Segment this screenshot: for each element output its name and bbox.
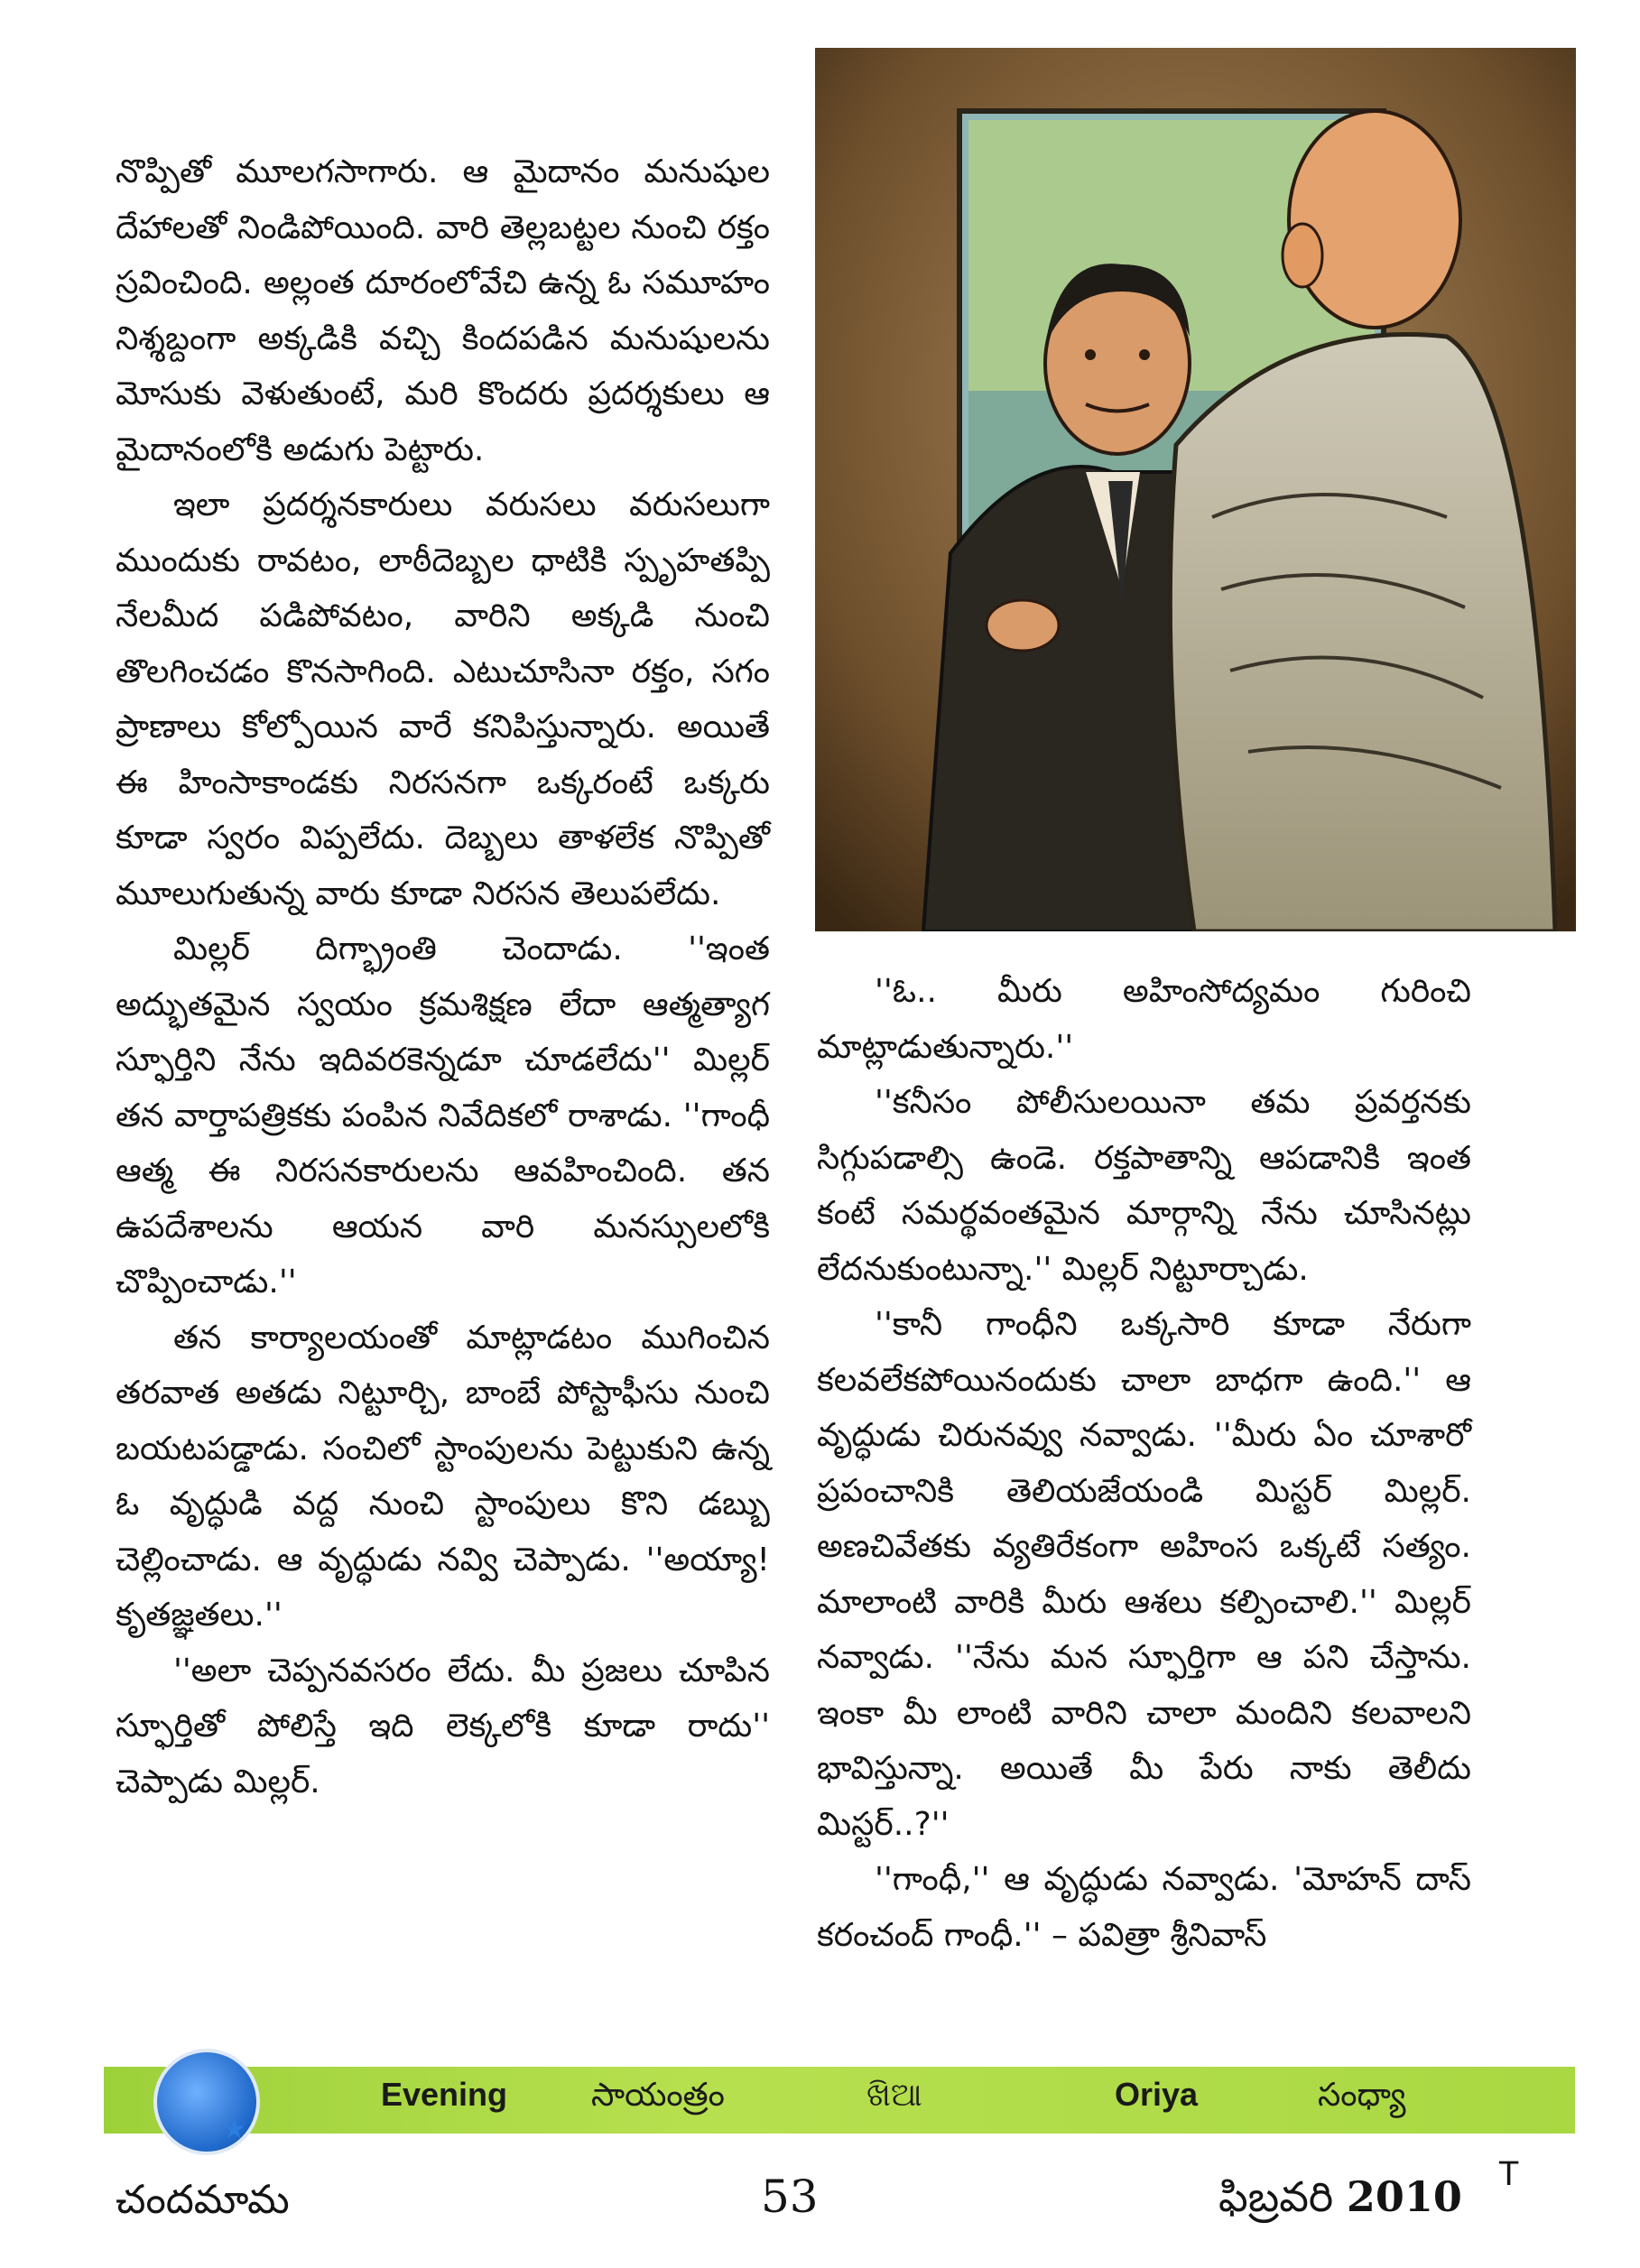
star-icon: ★ [222,2114,246,2145]
paragraph: నొప్పితో మూలగసాగారు. ఆ మైదానం మనుషుల దేహాలతో నిండిపోయింది. వారి తెల్లబట్టల నుంచి రక్తం స్రవించింది. అల్లంత దూరంలోవేచి ఉన్న ఓ సమూహం నిశ్శబ్దంగా అక్కడికి వచ్చి కిందపడిన మనుషులను మోసుకు వెళుతుంటే, మరి కొందరు ప్రదర్శకులు ఆ మైదానంలోకి అడుగు పెట్టారు. [116,153,770,468]
paragraph: మిల్లర్ దిగ్భ్రాంతి చెందాడు. ''ఇంత అద్భుతమైన స్వయం క్రమశిక్షణ లేదా ఆత్మత్యాగ స్ఫూర్తిని నేను ఇదివరకెన్నడూ చూడలేదు'' మిల్లర్ తన వార్తాపత్రికకు పంపిన నివేదికలో రాశాడు. ''గాంధీ ఆత్మ ఈ నిరసనకారులను ఆవహించింది. తన ఉపదేశాలను ఆయన వారి మనస్సులలోకి చొప్పించాడు.'' [116,930,770,1301]
paragraph: తన కార్యాలయంతో మాట్లాడటం ముగించిన తరవాత అతడు నిట్టూర్చి, బాంబే పోస్టాఫీసు నుంచి బయటపడ్డాడు. సంచిలో స్టాంపులను పెట్టుకుని ఉన్న ఓ వృద్ధుడి వద్ద నుంచి స్టాంపులు కొని డబ్బు చెల్లించాడు. ఆ వృద్ధుడు నవ్వి చెప్పాడు. ''అయ్యా! కృతజ్ఞతలు.'' [116,1319,770,1634]
page-number: 53 [761,2171,819,2223]
language-strip [104,2067,1575,2134]
illustration-drawing [815,48,1576,931]
paragraph: ఇలా ప్రదర్శనకారులు వరుసలు వరుసలుగా ముందుకు రావటం, లాఠీదెబ్బల ధాటికి స్పృహతప్పి నేలమీద పడిపోవటం, వారిని అక్కడి నుంచి తొలగించడం కొనసాగింది. ఎటుచూసినా రక్తం, సగం ప్రాణాలు కోల్పోయిన వారే కనిపిస్తున్నారు. అయితే ఈ హింసాకాండకు నిరసనగా ఒక్కరంటే ఒక్కరు కూడా స్వరం విప్పలేదు. దెబ్బలు తాళలేక నొప్పితో మూలుగుతున్న వారు కూడా నిరసన తెలుపలేదు. [116,486,770,912]
issue-date [1218,2172,1462,2232]
word-oriya-script: ଖିଆ [866,2076,922,2113]
paragraph: ''గాంధీ,'' ఆ వృద్ధుడు నవ్వాడు. 'మోహన్ దాస్ కరంచంద్ గాంధీ.'' – పవిత్రా శ్రీనివాస్ [817,1861,1471,1954]
article-right-column [817,964,1471,1963]
footer-mark: T [1498,2155,1520,2193]
issue-year: 2010 [1346,2172,1462,2221]
word-sandhya: సంధ్యా [1318,2076,1406,2113]
word-oriya: Oriya [1115,2076,1199,2113]
article-left-column [116,144,770,1810]
issue-month: ఫిబ్రవరి [1218,2172,1334,2221]
paragraph: ''ఓ.. మీరు అహింసోద్యమం గురించి మాట్లాడుతున్నారు.'' [817,973,1471,1066]
gandhi-and-miller-illustration [815,48,1576,931]
paragraph: ''కానీ గాంధీని ఒక్కసారి కూడా నేరుగా కలవలేకపోయినందుకు చాలా బాధగా ఉంది.'' ఆ వృద్ధుడు చిరునవ్వు నవ్వాడు. ''మీరు ఏం చూశారో ప్రపంచానికి తెలియజేయండి మిస్టర్ మిల్లర్. అణచివేతకు వ్యతిరేకంగా అహింస ఒక్కటే సత్యం. మాలాంటి వారికి మీరు ఆశలు కల్పించాలి.'' మిల్లర్ నవ్వాడు. ''నేను మన స్ఫూర్తిగా ఆ పని చేస్తాను. ఇంకా మీ లాంటి వారిని చాలా మందిని కలవాలని భావిస్తున్నా. అయితే మీ పేరు నాకు తెలీదు మిస్టర్..?'' [817,1306,1471,1843]
magazine-name: చందమామ [116,2177,290,2223]
word-telugu: సాయంత్రం [591,2076,725,2113]
word-evening: Evening [381,2076,508,2113]
paragraph: ''కనీసం పోలీసులయినా తమ ప్రవర్తనకు సిగ్గుపడాల్సి ఉండె. రక్తపాతాన్ని ఆపడానికి ఇంత కంటే సమర్థవంతమైన మార్గాన్ని నేను చూసినట్లు లేదనుకుంటున్నా.'' మిల్లర్ నిట్టూర్చాడు. [817,1084,1471,1288]
paragraph: ''అలా చెప్పనవసరం లేదు. మీ ప్రజలు చూపిన స్ఫూర్తితో పోలిస్తే ఇది లెక్కలోకి కూడా రాదు'' చెప్పాడు మిల్లర్. [116,1652,770,1801]
